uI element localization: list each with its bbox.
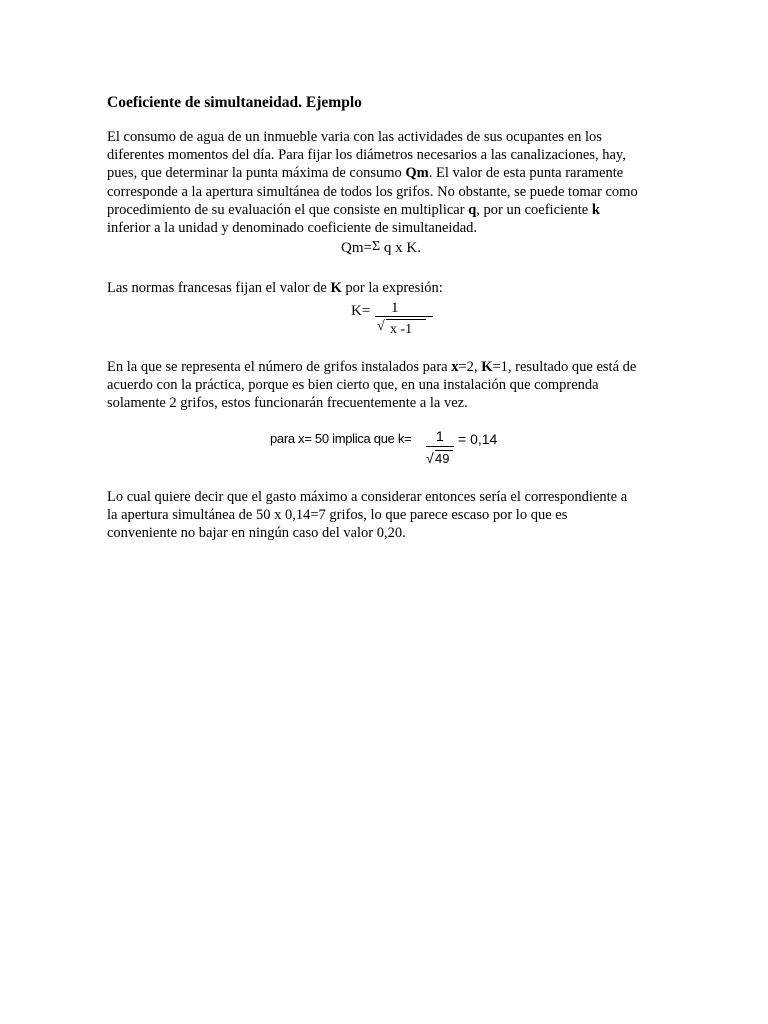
text-run: pues, que determinar la punta máxima de consumo <box>107 165 406 182</box>
text-run: , por un coeficiente <box>476 201 592 218</box>
bold-term-k: K <box>481 359 493 375</box>
formula-k <box>351 301 431 341</box>
paragraph-intro <box>107 128 667 237</box>
paragraph-line: acuerdo con la práctica, porque es bien cierto que, en una instalación que comprenda <box>107 377 599 394</box>
paragraph-line <box>107 164 667 182</box>
paragraph-grifos <box>107 358 667 413</box>
text-run: por la expresión: <box>341 280 443 296</box>
formula-lhs: K= <box>351 303 371 319</box>
formula-numerator: 1 <box>391 300 399 316</box>
text-run: procedimiento de su evaluación el que consiste en multiplicar <box>107 201 469 218</box>
fraction-bar <box>375 316 433 317</box>
paragraph-line: diferentes momentos del día. Para fijar los diámetros necesarios a las canalizaciones, hay, <box>107 147 626 164</box>
bold-term-k: K <box>330 280 342 296</box>
fraction-bar <box>426 446 454 447</box>
paragraph-line: conveniente no bajar en ningún caso del valor 0,20. <box>107 525 406 542</box>
text-run: =2, <box>458 359 482 375</box>
formula-numerator: 1 <box>436 428 444 444</box>
radical-overline <box>386 319 426 320</box>
formula-rhs: q x K. <box>380 240 421 256</box>
paragraph-line <box>107 358 667 376</box>
text-run: En la que se representa el número de grifos instalados para <box>107 359 452 375</box>
text-run: Las normas francesas fijan el valor de <box>107 280 331 296</box>
formula-denominator: 49 <box>435 451 450 466</box>
paragraph-normas <box>107 279 667 297</box>
paragraph-line: inferior a la unidad y denominado coeficiente de simultaneidad. <box>107 220 478 237</box>
bold-term-k: k <box>591 201 600 218</box>
paragraph-line <box>107 201 667 219</box>
bold-term-x: x <box>451 359 459 375</box>
formula-qm <box>341 239 421 258</box>
formula-lhs: Qm= <box>341 240 372 256</box>
sigma-symbol: Σ <box>371 239 381 254</box>
formula-denominator: x -1 <box>390 322 413 337</box>
bold-term-qm: Qm <box>405 165 429 182</box>
radical-icon: √ <box>426 450 434 466</box>
formula-lhs: para x= 50 implica que k= <box>270 431 412 446</box>
paragraph-line: Lo cual quiere decir que el gasto máximo a considerar entonces sería el correspondiente a <box>107 489 628 505</box>
paragraph-line <box>107 279 667 297</box>
paragraph-line: corresponde a la apertura simultánea de todos los grifos. No obstante, se puede tomar como <box>107 183 638 200</box>
paragraph-line: El consumo de agua de un inmueble varia con las actividades de sus ocupantes en los <box>107 129 602 145</box>
text-run: . El valor de esta punta raramente <box>428 165 624 182</box>
document-title: Coeficiente de simultaneidad. Ejemplo <box>107 94 362 111</box>
paragraph-line: solamente 2 grifos, estos funcionarán frecuentemente a la vez. <box>107 395 468 412</box>
radical-icon: √ <box>377 319 385 334</box>
paragraph-conclusion <box>107 488 667 543</box>
paragraph-line: la apertura simultánea de 50 x 0,14=7 grifos, lo que parece escaso por lo que es <box>107 507 568 524</box>
formula-result: = 0,14 <box>458 431 498 447</box>
text-run: =1, resultado que está de <box>492 359 637 375</box>
formula-example <box>270 428 510 472</box>
bold-term-q: q <box>468 201 477 218</box>
